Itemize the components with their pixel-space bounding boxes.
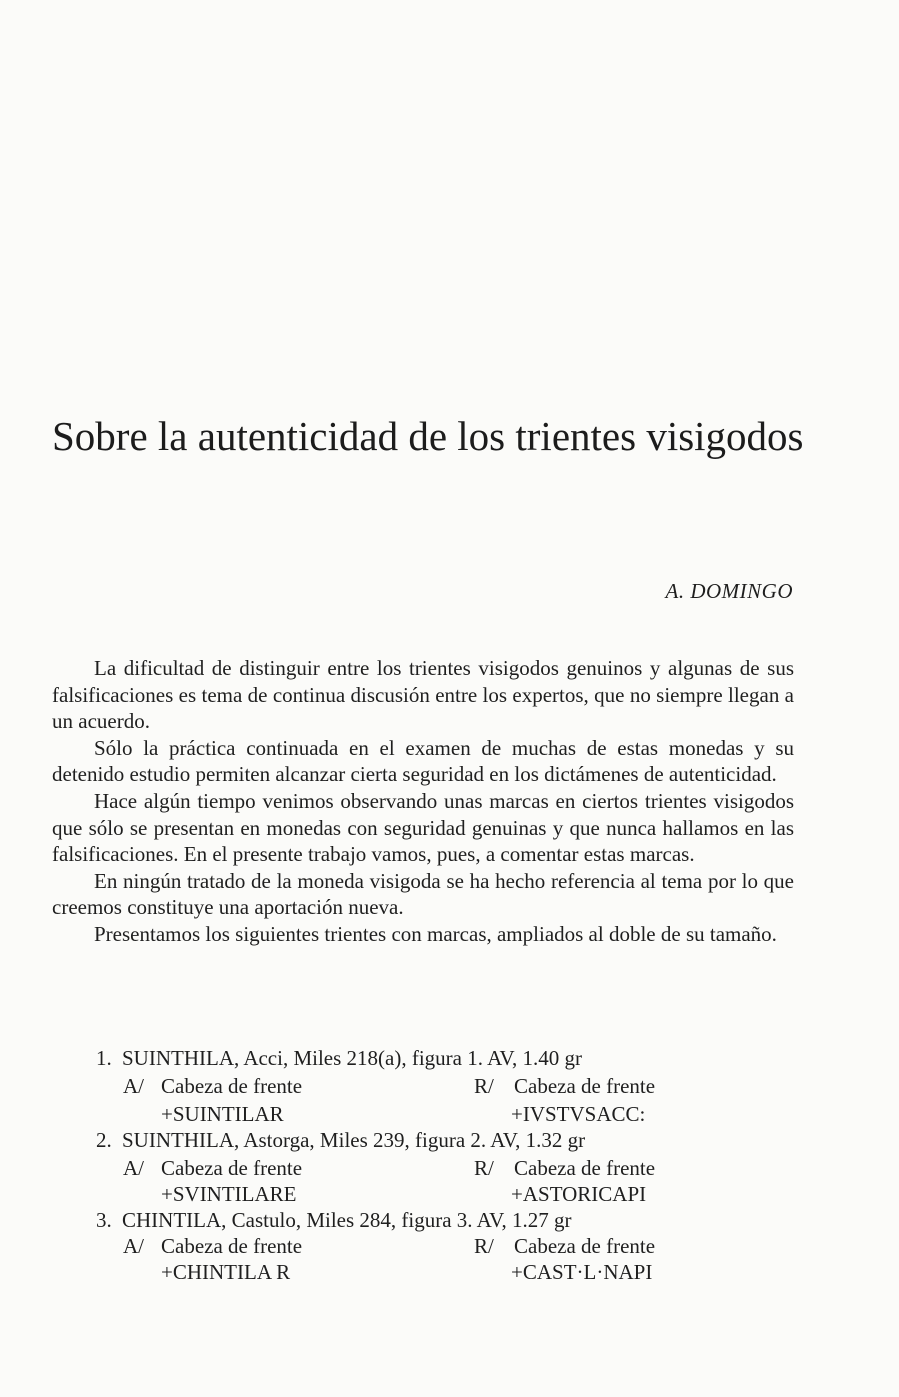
reverse-legend: +CAST·L·NAPI [511, 1260, 653, 1284]
reverse-legend: +IVSTVSACC: [511, 1102, 646, 1126]
coin-number: 1. [96, 1046, 112, 1070]
paragraph: La dificultad de distinguir entre los trientes visigodos genuinos y algunas de sus falsificaciones es tema de continua discusión entre los expertos, que no siempre llegan a un acuerdo. [52, 656, 794, 734]
coin-number: 3. [96, 1208, 112, 1232]
reverse-description: Cabeza de frente [514, 1074, 656, 1098]
obverse-description: Cabeza de frente [161, 1074, 303, 1098]
reverse-description: Cabeza de frente [514, 1234, 656, 1258]
reverse-label: R/ [474, 1156, 494, 1180]
obverse-legend: +SUINTILAR [161, 1102, 284, 1126]
reverse-label: R/ [474, 1234, 494, 1258]
paragraph: En ningún tratado de la moneda visigoda se ha hecho referencia al tema por lo que creemos constituye una aportación nueva. [52, 868, 794, 920]
obverse-label: A/ [123, 1074, 144, 1098]
coin-title: SUINTHILA, Acci, Miles 218(a), figura 1. AV, 1.40 gr [122, 1046, 583, 1070]
article-body [52, 655, 794, 948]
coin-number: 2. [96, 1128, 112, 1152]
paragraph: Presentamos los siguientes trientes con marcas, ampliados al doble de su tamaño. [94, 921, 777, 946]
author-name: A. DOMINGO [665, 579, 793, 603]
article-title: Sobre la autenticidad de los trientes visigodos [52, 413, 804, 459]
obverse-description: Cabeza de frente [161, 1234, 303, 1258]
coin-title: SUINTHILA, Astorga, Miles 239, figura 2. AV, 1.32 gr [122, 1128, 586, 1152]
obverse-label: A/ [123, 1234, 144, 1258]
reverse-description: Cabeza de frente [514, 1156, 656, 1180]
coin-heading [96, 1208, 572, 1233]
paragraph: Hace algún tiempo venimos observando unas marcas en ciertos trientes visigodos que sólo se presentan en monedas con seguridad genuinas y que nunca hallamos en las falsificaciones. En el presente trabajo vamos, pues, a comentar estas marcas. [52, 788, 794, 867]
coin-title: CHINTILA, Castulo, Miles 284, figura 3. AV, 1.27 gr [122, 1208, 572, 1232]
obverse-description: Cabeza de frente [161, 1156, 303, 1180]
reverse-label: R/ [474, 1074, 494, 1098]
reverse-legend: +ASTORICAPI [511, 1182, 647, 1206]
coin-heading [96, 1128, 585, 1153]
obverse-legend: +CHINTILA R [161, 1260, 291, 1284]
obverse-legend: +SVINTILARE [161, 1182, 297, 1206]
paragraph: Sólo la práctica continuada en el examen de muchas de estas monedas y su detenido estudio permiten alcanzar cierta seguridad en los dictámenes de autenticidad. [52, 735, 794, 787]
coin-heading [96, 1046, 582, 1071]
obverse-label: A/ [123, 1156, 144, 1180]
